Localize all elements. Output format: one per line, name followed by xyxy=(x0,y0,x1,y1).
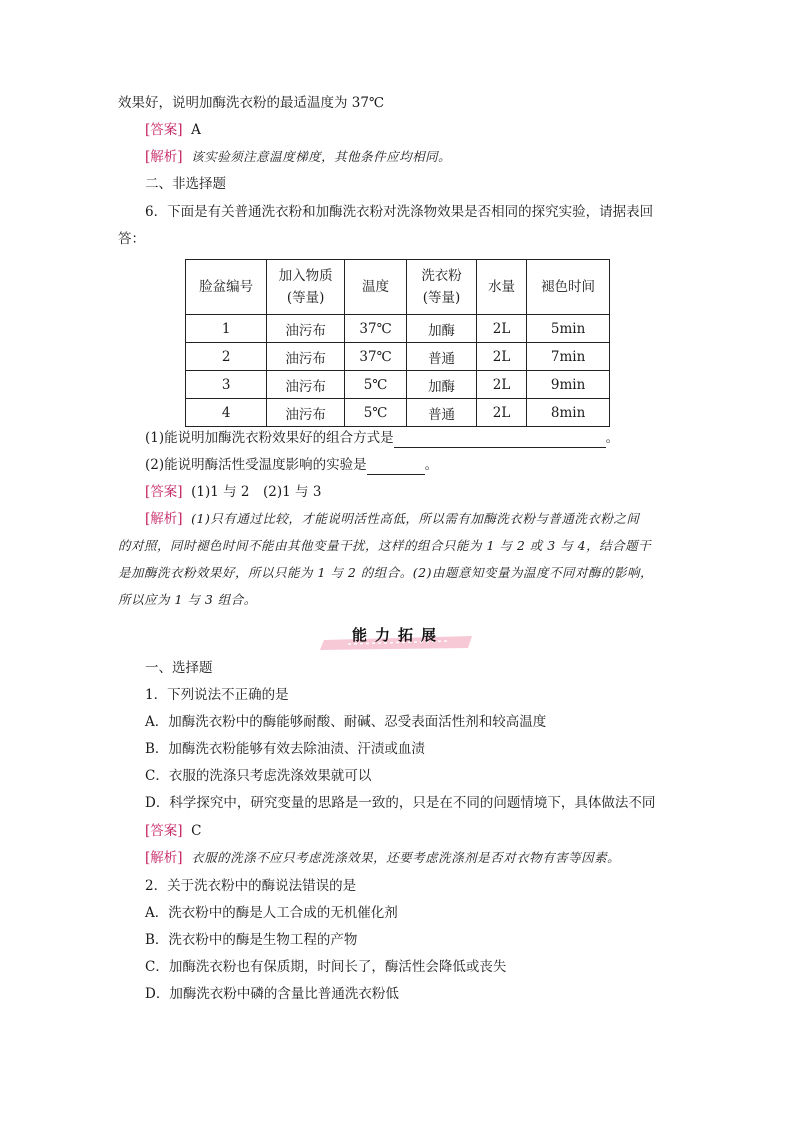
analysis-line xyxy=(145,848,620,868)
answer-value: C xyxy=(191,823,202,839)
analysis-text-cont: 的对照，同时褪色时间不能由其他变量干扰，这样的组合只能为 1 与 2 或 3 与 4，结合题干 xyxy=(118,538,652,553)
table-cell: 2L xyxy=(476,399,526,427)
header-added-material: 加入物质 (等量) xyxy=(267,260,345,315)
analysis-text-cont: 是加酶洗衣粉效果好，所以只能为 1 与 2 的组合。(2)由题意知变量为温度不同对酶的影响， xyxy=(118,565,654,580)
table-header-row xyxy=(186,260,610,315)
header-basin-number: 脸盆编号 xyxy=(186,260,267,315)
analysis-text: 衣服的洗涤不应只考虑洗涤效果，还要考虑洗涤剂是否对衣物有害等因素。 xyxy=(191,850,621,865)
answer-tag: [答案] xyxy=(145,122,183,138)
analysis-line xyxy=(145,509,639,529)
option-c: C．衣服的洗涤只考虑洗涤效果就可以 xyxy=(145,768,372,784)
question-2-stem: 2．关于洗衣粉中的酶说法错误的是 xyxy=(145,878,357,894)
paragraph-continuation: 效果好，说明加酶洗衣粉的最适温度为 37℃ xyxy=(118,95,385,111)
option-c: C．加酶洗衣粉也有保质期，时间长了，酶活性会降低或丧失 xyxy=(145,959,507,975)
table-cell: 9min xyxy=(527,371,610,399)
analysis-text-cont: 所以应为 1 与 3 组合。 xyxy=(118,592,257,607)
section-banner xyxy=(318,622,478,650)
table-cell: 加酶 xyxy=(407,371,477,399)
table-cell: 3 xyxy=(186,371,267,399)
option-d: D．科学探究中，研究变量的思路是一致的，只是在不同的问题情境下，具体做法不同 xyxy=(145,795,656,811)
answer-line xyxy=(145,821,201,841)
table-row xyxy=(186,315,610,343)
option-d: D．加酶洗衣粉中磷的含量比普通洗衣粉低 xyxy=(145,986,399,1002)
section-heading: 二、非选择题 xyxy=(145,176,226,192)
analysis-tag: [解析] xyxy=(145,149,183,165)
section-heading: 一、选择题 xyxy=(145,660,213,676)
table-row xyxy=(186,371,610,399)
table-cell: 油污布 xyxy=(267,371,345,399)
question-1-stem: 1．下列说法不正确的是 xyxy=(145,687,289,703)
question-6-part-1: (1)能说明加酶洗衣粉效果好的组合方式是 。 xyxy=(145,430,620,446)
analysis-text: (1)只有通过比较，才能说明活性高低，所以需有加酶洗衣粉与普通洗衣粉之间 xyxy=(191,511,640,526)
answer-blank-2[interactable] xyxy=(367,458,425,475)
banner-title: 能力拓展 xyxy=(351,626,444,644)
option-a: A．加酶洗衣粉中的酶能够耐酸、耐碱、忍受表面活性剂和较高温度 xyxy=(145,714,547,730)
header-detergent: 洗衣粉 (等量) xyxy=(407,260,477,315)
table-cell: 5min xyxy=(527,315,610,343)
option-b: B．加酶洗衣粉能够有效去除油渍、汗渍或血渍 xyxy=(145,741,425,757)
table-cell: 7min xyxy=(527,343,610,371)
table-cell: 普通 xyxy=(407,399,477,427)
table-cell: 2L xyxy=(476,315,526,343)
table-cell: 普通 xyxy=(407,343,477,371)
question-6-part-2: (2)能说明酶活性受温度影响的实验是 。 xyxy=(145,457,439,473)
table-cell: 5℃ xyxy=(344,399,406,427)
answer-value: A xyxy=(191,122,201,138)
table-cell: 2L xyxy=(476,343,526,371)
header-fade-time: 褪色时间 xyxy=(527,260,610,315)
table-row xyxy=(186,343,610,371)
table-cell: 37℃ xyxy=(344,315,406,343)
answer-line xyxy=(145,120,201,140)
table-cell: 5℃ xyxy=(344,371,406,399)
table-cell: 1 xyxy=(186,315,267,343)
analysis-tag: [解析] xyxy=(145,511,183,527)
answer-value: (1)1 与 2 (2)1 与 3 xyxy=(191,484,322,500)
option-a: A．洗衣粉中的酶是人工合成的无机催化剂 xyxy=(145,905,398,921)
table-cell: 油污布 xyxy=(267,315,345,343)
table-cell: 37℃ xyxy=(344,343,406,371)
table-cell: 油污布 xyxy=(267,343,345,371)
table-row xyxy=(186,399,610,427)
header-temperature: 温度 xyxy=(344,260,406,315)
table-cell: 4 xyxy=(186,399,267,427)
answer-tag: [答案] xyxy=(145,484,183,500)
analysis-text: 该实验须注意温度梯度，其他条件应均相同。 xyxy=(191,149,452,164)
question-6-stem: 6．下面是有关普通洗衣粉和加酶洗衣粉对洗涤物效果是否相同的探究实验，请据表回 xyxy=(145,204,654,220)
table-cell: 8min xyxy=(527,399,610,427)
answer-tag: [答案] xyxy=(145,823,183,839)
table-cell: 2L xyxy=(476,371,526,399)
table-cell: 2 xyxy=(186,343,267,371)
analysis-tag: [解析] xyxy=(145,850,183,866)
answer-line xyxy=(145,482,321,502)
experiment-table xyxy=(185,259,610,427)
table-cell: 加酶 xyxy=(407,315,477,343)
answer-blank-1[interactable] xyxy=(394,431,606,448)
table-cell: 油污布 xyxy=(267,399,345,427)
question-6-stem-cont: 答： xyxy=(118,231,145,247)
option-b: B．洗衣粉中的酶是生物工程的产物 xyxy=(145,932,358,948)
analysis-line xyxy=(145,147,451,167)
header-water: 水量 xyxy=(476,260,526,315)
